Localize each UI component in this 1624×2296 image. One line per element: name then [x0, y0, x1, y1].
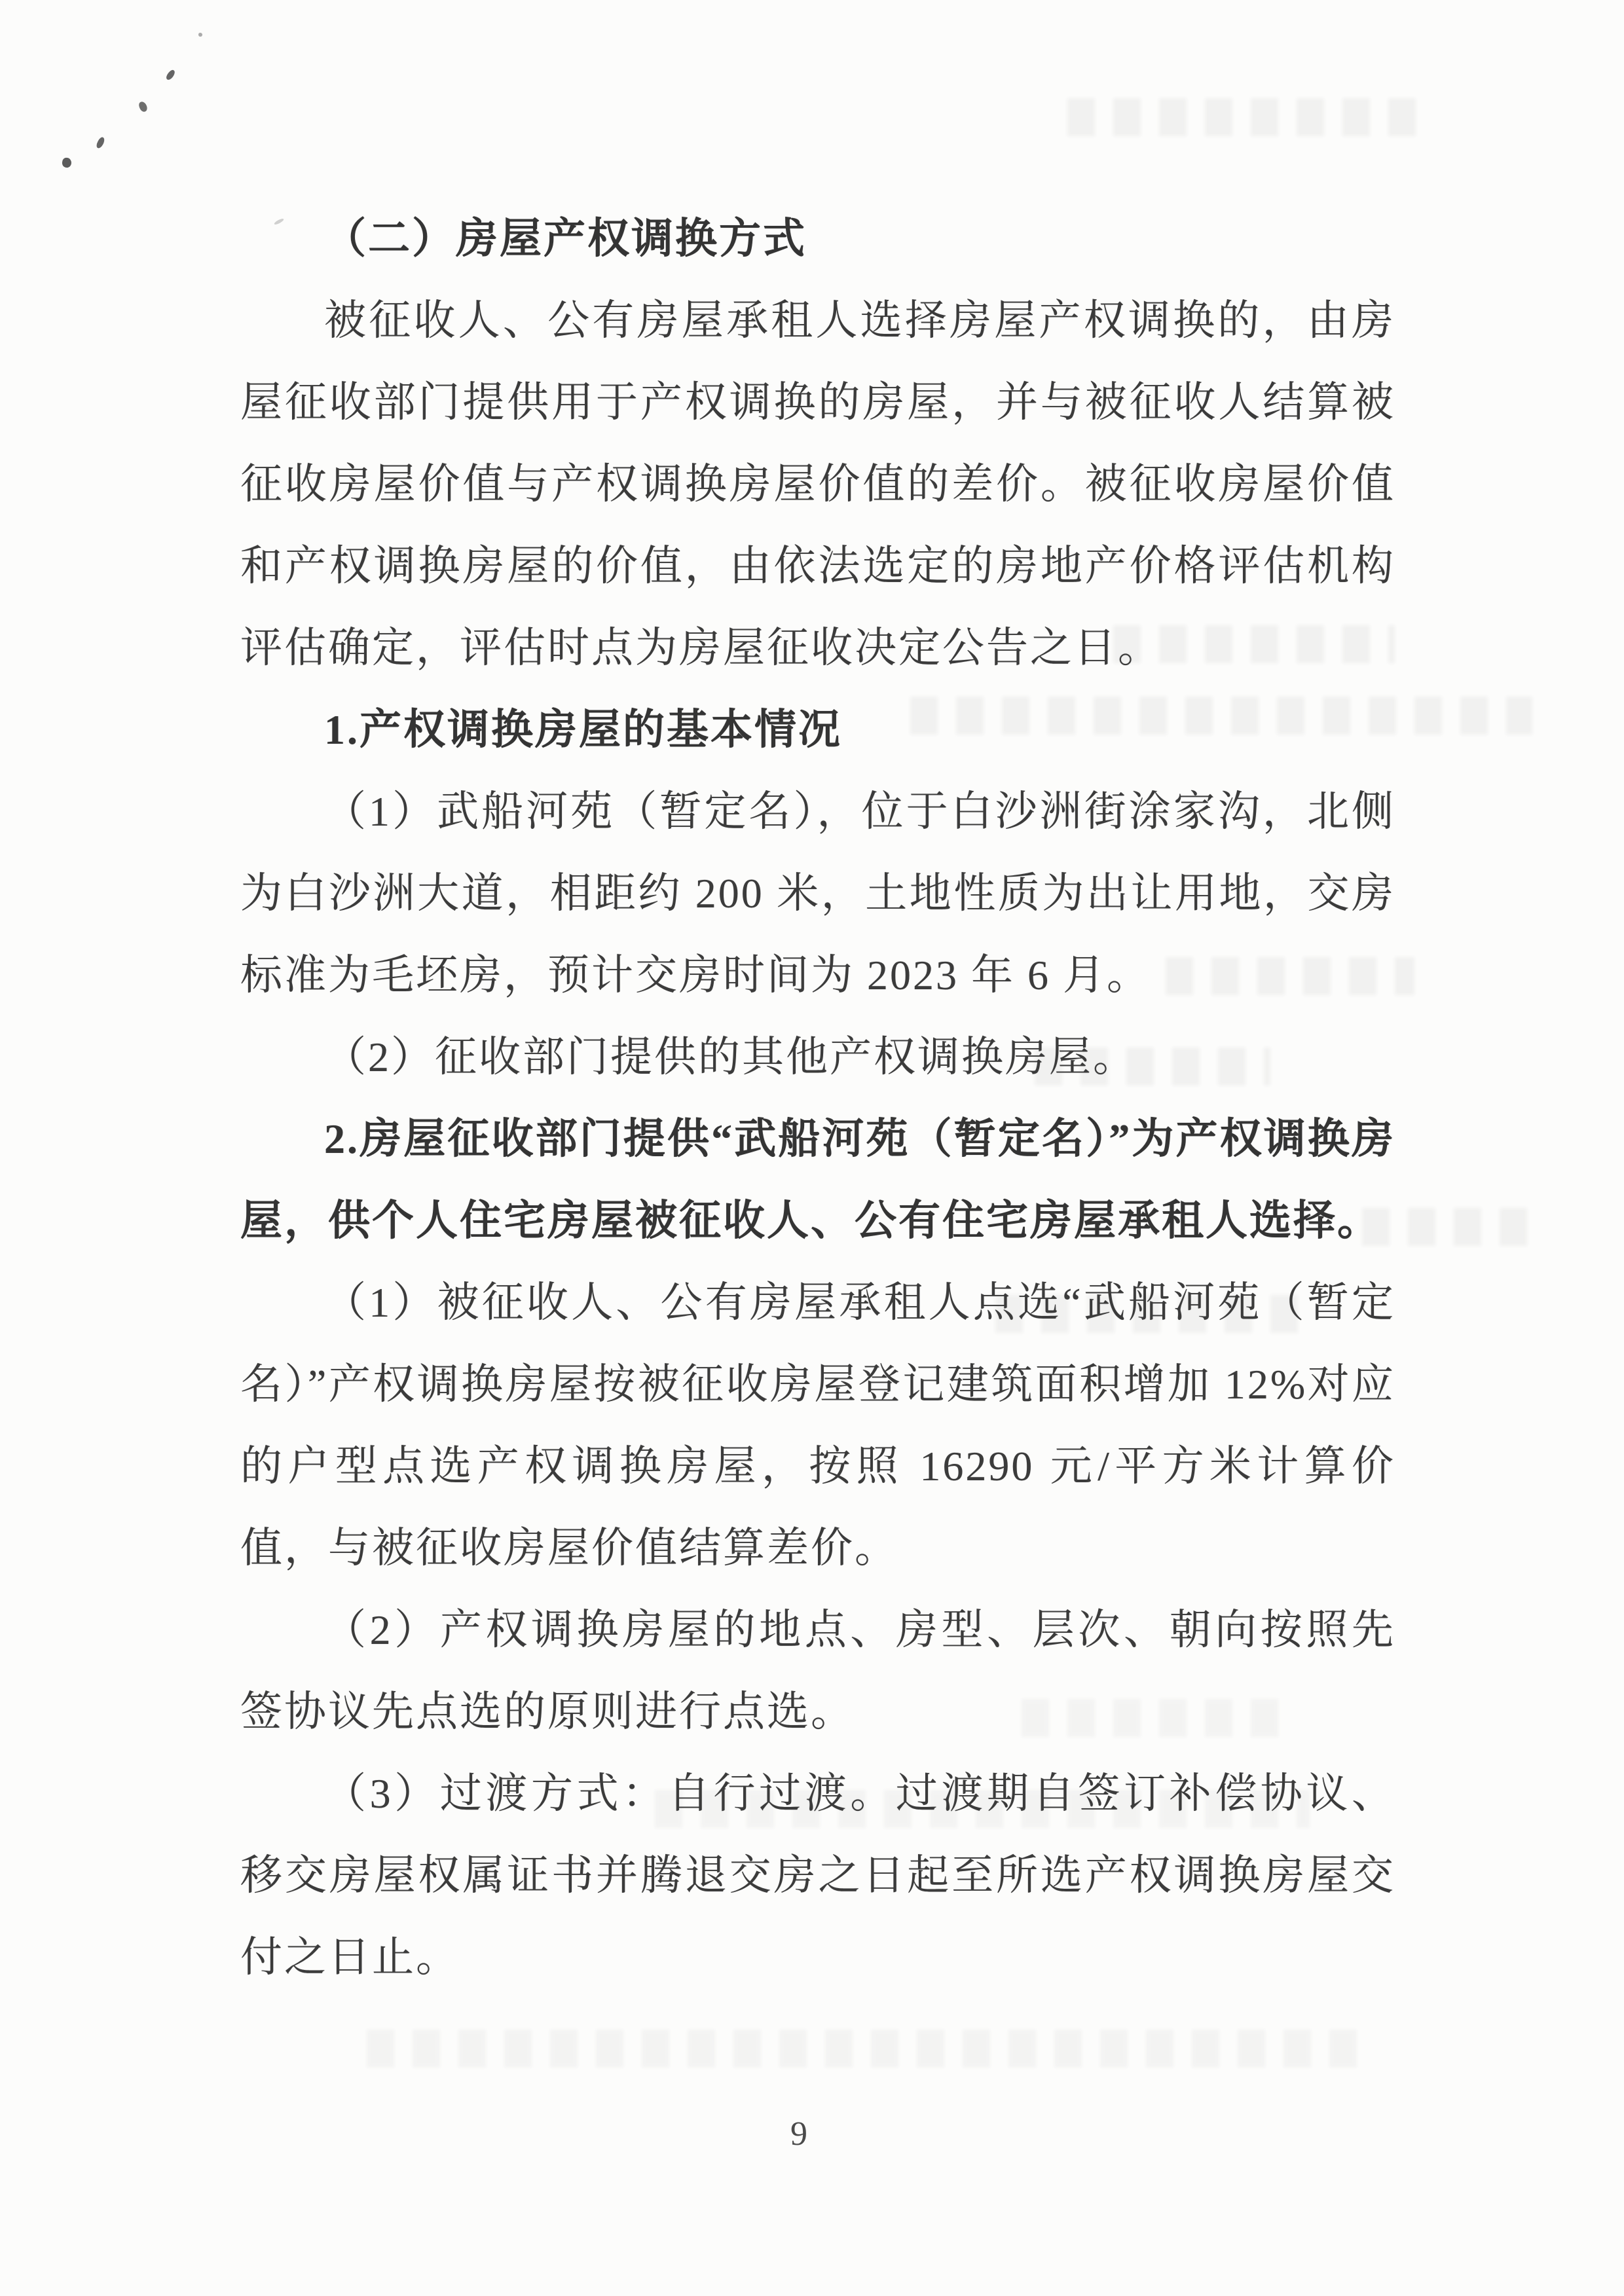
scan-speck	[138, 100, 149, 113]
bleedthrough-smudge	[1067, 98, 1421, 136]
scan-speck	[95, 136, 105, 149]
body-paragraph-2: （1）武船河苑（暂定名），位于白沙洲街涂家沟，北侧为白沙洲大道，相距约 200 米，土地性质为出让用地，交房标准为毛坯房，预计交房时间为 2023 年 6 月。	[240, 788, 1395, 998]
text-block	[240, 198, 1395, 1998]
body-paragraph-1: 被征收人、公有房屋承租人选择房屋产权调换的，由房屋征收部门提供用于产权调换的房屋，并与被征收人结算被征收房屋价值与产权调换房屋价值的差价。被征收房屋价值和产权调换房屋的价值，由依法选定的房地产价格评估机构评估确定，评估时点为房屋征收决定公告之日。	[240, 297, 1395, 671]
body-paragraph-4: （1）被征收人、公有房屋承租人点选“武船河苑（暂定名）”产权调换房屋按被征收房屋登记建筑面积增加 12%对应的户型点选产权调换房屋，按照 16290 元/平方米计算价值，与被征收房屋价值结算差价。	[240, 1279, 1395, 1571]
body-paragraph-3: （2）征收部门提供的其他产权调换房屋。	[324, 1034, 1137, 1080]
bleedthrough-smudge	[367, 2030, 1375, 2068]
body-paragraph-6: （3）过渡方式：自行过渡。过渡期自签订补偿协议、移交房屋权属证书并腾退交房之日起至所选产权调换房屋交付之日止。	[240, 1770, 1395, 1980]
scan-speck	[198, 33, 202, 37]
scan-speck	[165, 69, 177, 81]
body-paragraph-5: （2）产权调换房屋的地点、房型、层次、朝向按照先签协议先点选的原则进行点选。	[240, 1607, 1395, 1735]
subsection-heading-2: 2.房屋征收部门提供“武船河苑（暂定名）”为产权调换房屋，供个人住宅房屋被征收人、公有住宅房屋承租人选择。	[240, 1116, 1395, 1244]
section-heading: （二）房屋产权调换方式	[324, 215, 807, 262]
page-number: 9	[790, 2115, 807, 2153]
subsection-heading-1: 1.产权调换房屋的基本情况	[324, 706, 842, 753]
scan-speck	[62, 157, 72, 168]
